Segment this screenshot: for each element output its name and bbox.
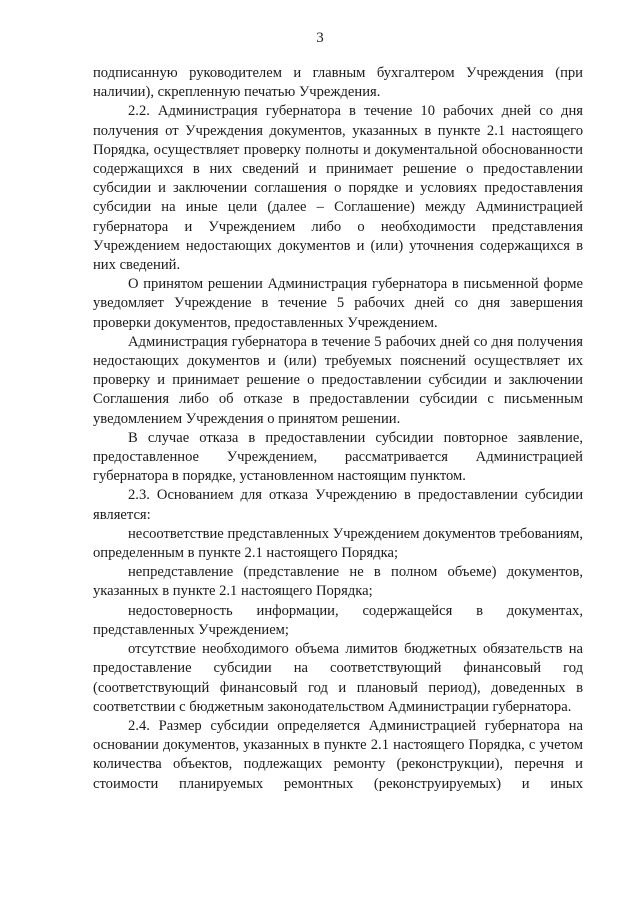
refusal-reason-item: несоответствие представленных Учреждением документов требованиям, определенным в пункте 2.1 настоящего Порядка; <box>93 525 583 562</box>
refusal-reason-item: непредставление (представление не в полном объеме) документов, указанных в пункте 2.1 настоящего Порядка; <box>93 564 583 600</box>
paragraph-additional-docs-review: Администрация губернатора в течение 5 рабочих дней со дня получения недостающих документов и (или) требуемых пояснений осуществляет их проверку и принимает решение о предоставлении субсидии и заключении Соглашения либо об отказе в предоставлении субсидии с письменным уведомлением Учреждения о принятом решении. <box>93 333 583 427</box>
paragraph-decision-notice: О принятом решении Администрация губернатора в письменной форме уведомляет Учреждение в течение 5 рабочих дней со дня завершения проверки документов, предоставленных Учреждением. <box>93 276 583 331</box>
refusal-reason-item: недостоверность информации, содержащейся в документах, представленных Учреждением; <box>93 602 583 638</box>
paragraph-2-3: 2.3. Основанием для отказа Учреждению в предоставлении субсидии является: <box>93 487 583 523</box>
page-number: 3 <box>316 30 324 46</box>
refusal-reason-item: отсутствие необходимого объема лимитов бюджетных обязательств на предоставление субсидии на соответствующий финансовый год (соответствующий финансовый год и плановый период), доведенных в соответствии с бюджетным законодательством Администрации губернатора. <box>93 641 583 715</box>
paragraph-2-4: 2.4. Размер субсидии определяется Администрацией губернатора на основании документов, указанных в пункте 2.1 настоящего Порядка, с учетом количества объектов, подлежащих ремонту (реконструкции), перечня и стоимости планируемых ремонтных (реконструируемых) и иных <box>93 717 583 792</box>
paragraph-continuation: подписанную руководителем и главным бухгалтером Учреждения (при наличии), скрепленную печатью Учреждения. <box>93 65 583 101</box>
document-body <box>93 64 583 794</box>
paragraph-repeat-application: В случае отказа в предоставлении субсидии повторное заявление, предоставленное Учреждением, рассматривается Администрацией губернатора в порядке, установленном настоящим пунктом. <box>93 429 583 485</box>
paragraph-2-2: 2.2. Администрация губернатора в течение 10 рабочих дней со дня получения от Учреждения документов, указанных в пункте 2.1 настоящего Порядка, осуществляет проверку полноты и документальной обоснованности содержащихся в них сведений и принимает решение о предоставлении субсидии и заключении соглашения о порядке и условиях предоставления субсидии на иные цели (далее – Соглашение) между Администрацией губернатора и Учреждением либо о необходимости представления Учреждением недостающих документов и (или) уточнения содержащихся в них сведений. <box>93 103 583 274</box>
